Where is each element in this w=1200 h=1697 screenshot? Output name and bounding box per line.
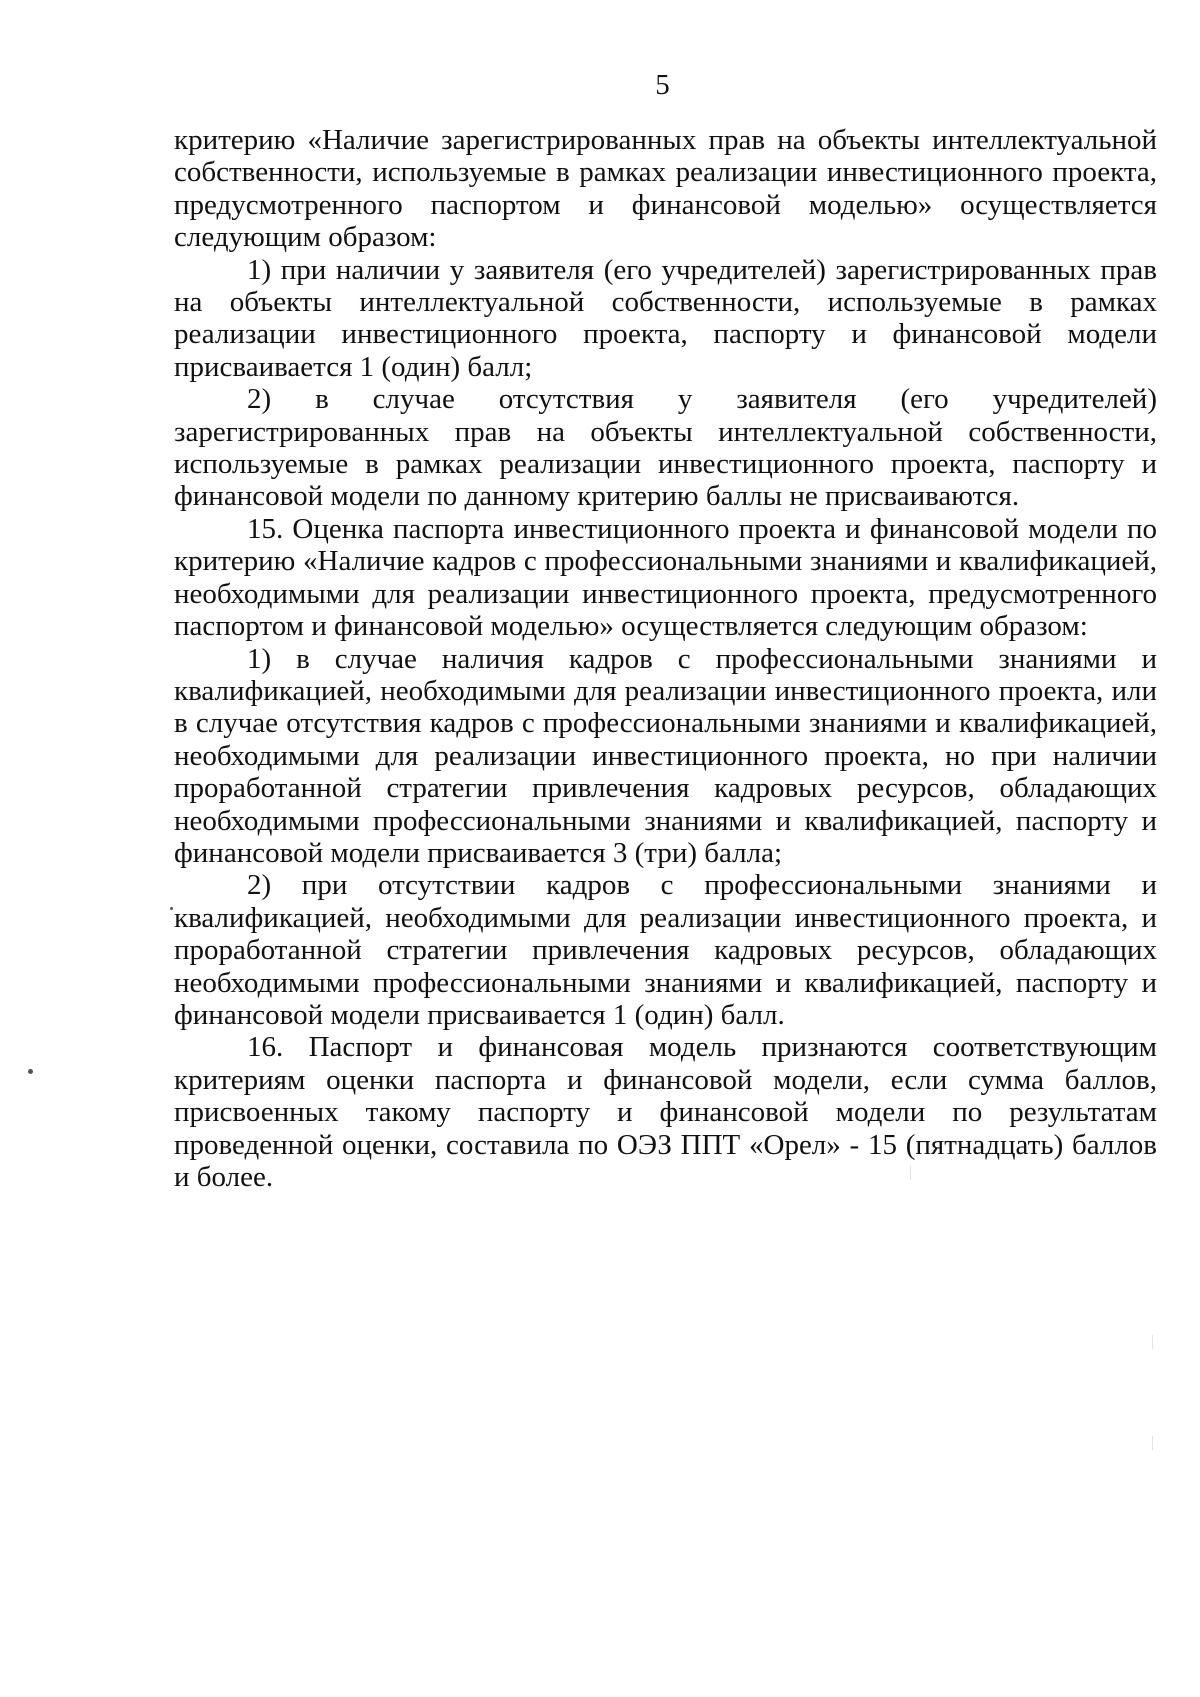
- paragraph-section-15: 15. Оценка паспорта инвестиционного проекта и финансовой модели по критерию «Наличие кадров с профессиональными знаниями и квалификацией, необходимыми для реализации инвестиционного проекта, предусмотренного паспортом и финансовой моделью» осуществляется следующим образом:: [174, 512, 1157, 643]
- scan-artifact: [910, 1166, 911, 1180]
- paragraph-ip-item-2: 2) в случае отсутствия у заявителя (его учредителей) зарегистрированных прав на объекты интеллектуальной собственности, используемые в рамках реализации инвестиционного проекта, паспорту и финансовой модели по данному критерию баллы не присваиваются.: [174, 383, 1157, 513]
- paragraph-staff-item-2: 2) при отсутствии кадров с профессиональными знаниями и квалификацией, необходимыми для реализации инвестиционного проекта, и проработанной стратегии привлечения кадровых ресурсов, обладающих необходимыми профессиональными знаниями и квалификацией, паспорту и финансовой модели присваивается 1 (один) балл.: [174, 869, 1157, 1031]
- scan-speck: [170, 907, 173, 910]
- scan-artifact: [1152, 1335, 1153, 1349]
- paragraph-criterion-ip-intro: критерию «Наличие зарегистрированных прав на объекты интеллектуальной собственности, используемые в рамках реализации инвестиционного проекта, предусмотренного паспортом и финансовой моделью» осуществляется следующим образом:: [174, 124, 1157, 254]
- paragraph-ip-item-1: 1) при наличии у заявителя (его учредителей) зарегистрированных прав на объекты интеллектуальной собственности, используемые в рамках реализации инвестиционного проекта, паспорту и финансовой модели присваивается 1 (один) балл;: [174, 253, 1157, 383]
- scan-speck: [28, 1069, 33, 1074]
- paragraph-staff-item-1: 1) в случае наличия кадров с профессиональными знаниями и квалификацией, необходимыми для реализации инвестиционного проекта, или в случае отсутствия кадров с профессиональными знаниями и квалификацией, необходимыми для реализации инвестиционного проекта, но при наличии проработанной стратегии привлечения кадровых ресурсов, обладающих необходимыми профессиональными знаниями и квалификацией, паспорту и финансовой модели присваивается 3 (три) балла;: [174, 642, 1157, 869]
- scan-artifact: [1152, 1436, 1153, 1450]
- document-body: [174, 124, 1157, 1193]
- page-number: 5: [655, 69, 670, 101]
- paragraph-section-16: 16. Паспорт и финансовая модель признаются соответствующим критериям оценки паспорта и финансовой модели, если сумма баллов, присвоенных такому паспорту и финансовой модели по результатам проведенной оценки, составила по ОЭЗ ППТ «Орел» - 15 (пятнадцать) баллов и более.: [174, 1031, 1157, 1193]
